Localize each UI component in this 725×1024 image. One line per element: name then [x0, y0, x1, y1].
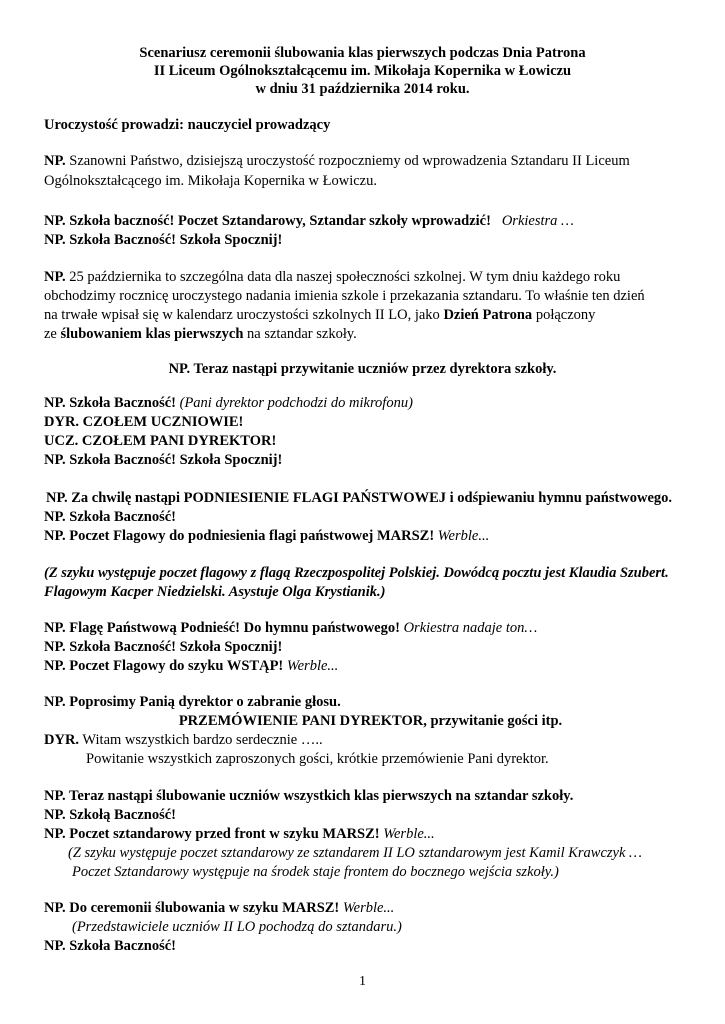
- p5-stage-direction: Werble...: [434, 528, 490, 544]
- page-number: 1: [359, 974, 366, 989]
- p7-stage-direction-2: Werble...: [283, 658, 339, 674]
- p3-line-3: [44, 306, 595, 324]
- p9-line-1: NP. Teraz nastąpi ślubowanie uczniów wszystkich klas pierwszych na sztandar szkoły.: [44, 788, 574, 804]
- p4-command: NP. Szkoła Baczność!: [44, 395, 176, 411]
- p2-stage-direction: Orkiestra …: [501, 213, 574, 229]
- p8-line-3: [44, 731, 323, 749]
- speaker-np: NP: [44, 509, 62, 525]
- title-line-2: II Liceum Ogólnokształcącemu im. Mikołaja Kopernika w Łowiczu: [153, 63, 572, 79]
- p10-line-3: NP. Szkoła Baczność!: [44, 938, 176, 954]
- p9-line-5: Poczet Sztandarowy występuje na środek staje frontem do bocznego wejścia szkoły.): [72, 864, 559, 880]
- p4-line-3: UCZ. CZOŁEM PANI DYREKTOR!: [44, 433, 277, 449]
- p10-line-2: (Przedstawiciele uczniów II LO pochodzą do sztandaru.): [72, 919, 402, 935]
- title-line-3: w dniu 31 października 2014 roku.: [255, 81, 470, 97]
- p5-text-2: . Szkoła Baczność!: [62, 509, 176, 525]
- p2-command-1: NP. Szkoła baczność! Poczet Sztandarowy, Sztandar szkoły wprowadzić!: [44, 213, 491, 229]
- p6-line-1: (Z szyku występuje poczet flagowy z flagą Rzeczpospolitej Polskiej. Dowódcą pocztu jest Klaudia Szubert.: [44, 565, 669, 581]
- p3-text-1: 25 października to szczególna data dla naszej społeczności szkolnej. W tym dniu każdego roku: [65, 269, 621, 285]
- center-heading-1: NP. Teraz nastąpi przywitanie uczniów przez dyrektora szkoły.: [168, 361, 557, 377]
- p3-text-4a: ze: [44, 326, 61, 342]
- p9-stage-direction: Werble...: [379, 826, 435, 842]
- p5-line-3: [44, 527, 489, 545]
- p3-line-2: obchodzimy rocznicę uroczystego nadania imienia szkole i przekazania sztandaru. To właśnie ten dzień: [44, 288, 645, 304]
- p2-line-1: [44, 212, 574, 230]
- p4-stage-direction: (Pani dyrektor podchodzi do mikrofonu): [175, 395, 413, 411]
- p7-text-2: . Szkoła Baczność! Szkoła Spocznij!: [62, 639, 283, 655]
- p9-line-3: [44, 825, 435, 843]
- speaker-np: NP: [44, 620, 62, 636]
- p4-line-1: [44, 394, 413, 412]
- p9-command: NP. Poczet sztandarowy przed front w szyku MARSZ!: [44, 826, 380, 842]
- speaker-np: NP.: [44, 269, 66, 285]
- p3-slubowanie: ślubowaniem klas pierwszych: [60, 326, 244, 342]
- speaker-np: NP: [44, 528, 62, 544]
- speaker-np: NP.: [44, 153, 66, 169]
- p7-text-1: . Flagę Państwową Podnieść! Do hymnu państwowego!: [62, 620, 400, 636]
- p4-text-4: . Szkoła Baczność! Szkoła Spocznij!: [62, 452, 283, 468]
- p7-stage-direction: Orkiestra nadaje ton…: [399, 620, 538, 636]
- p3-line-1: [44, 268, 620, 286]
- p5-line-2: [44, 508, 176, 526]
- p8-speech-rest: przywitanie gości itp.: [426, 713, 563, 729]
- p4-line-2: DYR. CZOŁEM UCZNIOWIE!: [44, 414, 244, 430]
- title-line-1: Scenariusz ceremonii ślubowania klas pierwszych podczas Dnia Patrona: [139, 45, 586, 61]
- p5-line-1: NP. Za chwilę nastąpi PODNIESIENIE FLAGI PAŃSTWOWEJ i odśpiewaniu hymnu państwowego.: [46, 490, 673, 506]
- p2-line-2: NP. Szkoła Baczność! Szkoła Spocznij!: [44, 232, 283, 248]
- p3-text-3c: połączony: [532, 307, 596, 323]
- p7-command: NP. Poczet Flagowy do szyku WSTĄP!: [44, 658, 284, 674]
- p10-line-1: [44, 899, 394, 917]
- speaker-np: NP: [44, 639, 62, 655]
- p3-text-3a: na trwałe wpisał się w kalendarz uroczystości szkolnych II LO, jako: [44, 307, 444, 323]
- p7-line-3: [44, 657, 338, 675]
- p4-line-4: [44, 451, 282, 469]
- p8-line-4: Powitanie wszystkich zaproszonych gości, krótkie przemówienie Pani dyrektor.: [86, 751, 549, 767]
- speaker-dyr: DYR.: [44, 732, 80, 748]
- p10-command: NP. Do ceremonii ślubowania w szyku MARSZ!: [44, 900, 340, 916]
- p10-stage-direction: Werble...: [339, 900, 395, 916]
- speaker-np: NP: [44, 452, 62, 468]
- p8-line-1: NP. Poprosimy Panią dyrektor o zabranie głosu.: [44, 694, 341, 710]
- p7-line-1: [44, 619, 537, 637]
- p6-line-2: Flagowym Kacper Niedzielski. Asystuje Olga Krystianik.): [44, 584, 386, 600]
- p3-dzien-patrona: Dzień Patrona: [443, 307, 533, 323]
- p7-line-2: [44, 638, 282, 656]
- p9-line-4: (Z szyku występuje poczet sztandarowy ze sztandarem II LO sztandarowym jest Kamil Krawczyk …: [68, 845, 642, 861]
- lead-line: Uroczystość prowadzi: nauczyciel prowadzący: [44, 117, 331, 133]
- p8-text-3: Witam wszystkich bardzo serdecznie …..: [79, 732, 323, 748]
- p3-line-4: [44, 325, 357, 343]
- p8-line-2: [8, 712, 725, 730]
- p1-line-1: [44, 152, 630, 170]
- p9-line-2: NP. Szkołą Baczność!: [44, 807, 176, 823]
- p1-text-1: Szanowni Państwo, dzisiejszą uroczystość rozpoczniemy od wprowadzenia Sztandaru II Liceum: [65, 153, 630, 169]
- p5-text-3: . Poczet Flagowy do podniesienia flagi państwowej MARSZ!: [62, 528, 435, 544]
- p8-speech-heading: PRZEMÓWIENIE PANI DYREKTOR,: [178, 713, 427, 729]
- p1-line-2: Ogólnokształcącego im. Mikołaja Kopernika w Łowiczu.: [44, 173, 377, 189]
- p3-text-4c: na sztandar szkoły.: [243, 326, 357, 342]
